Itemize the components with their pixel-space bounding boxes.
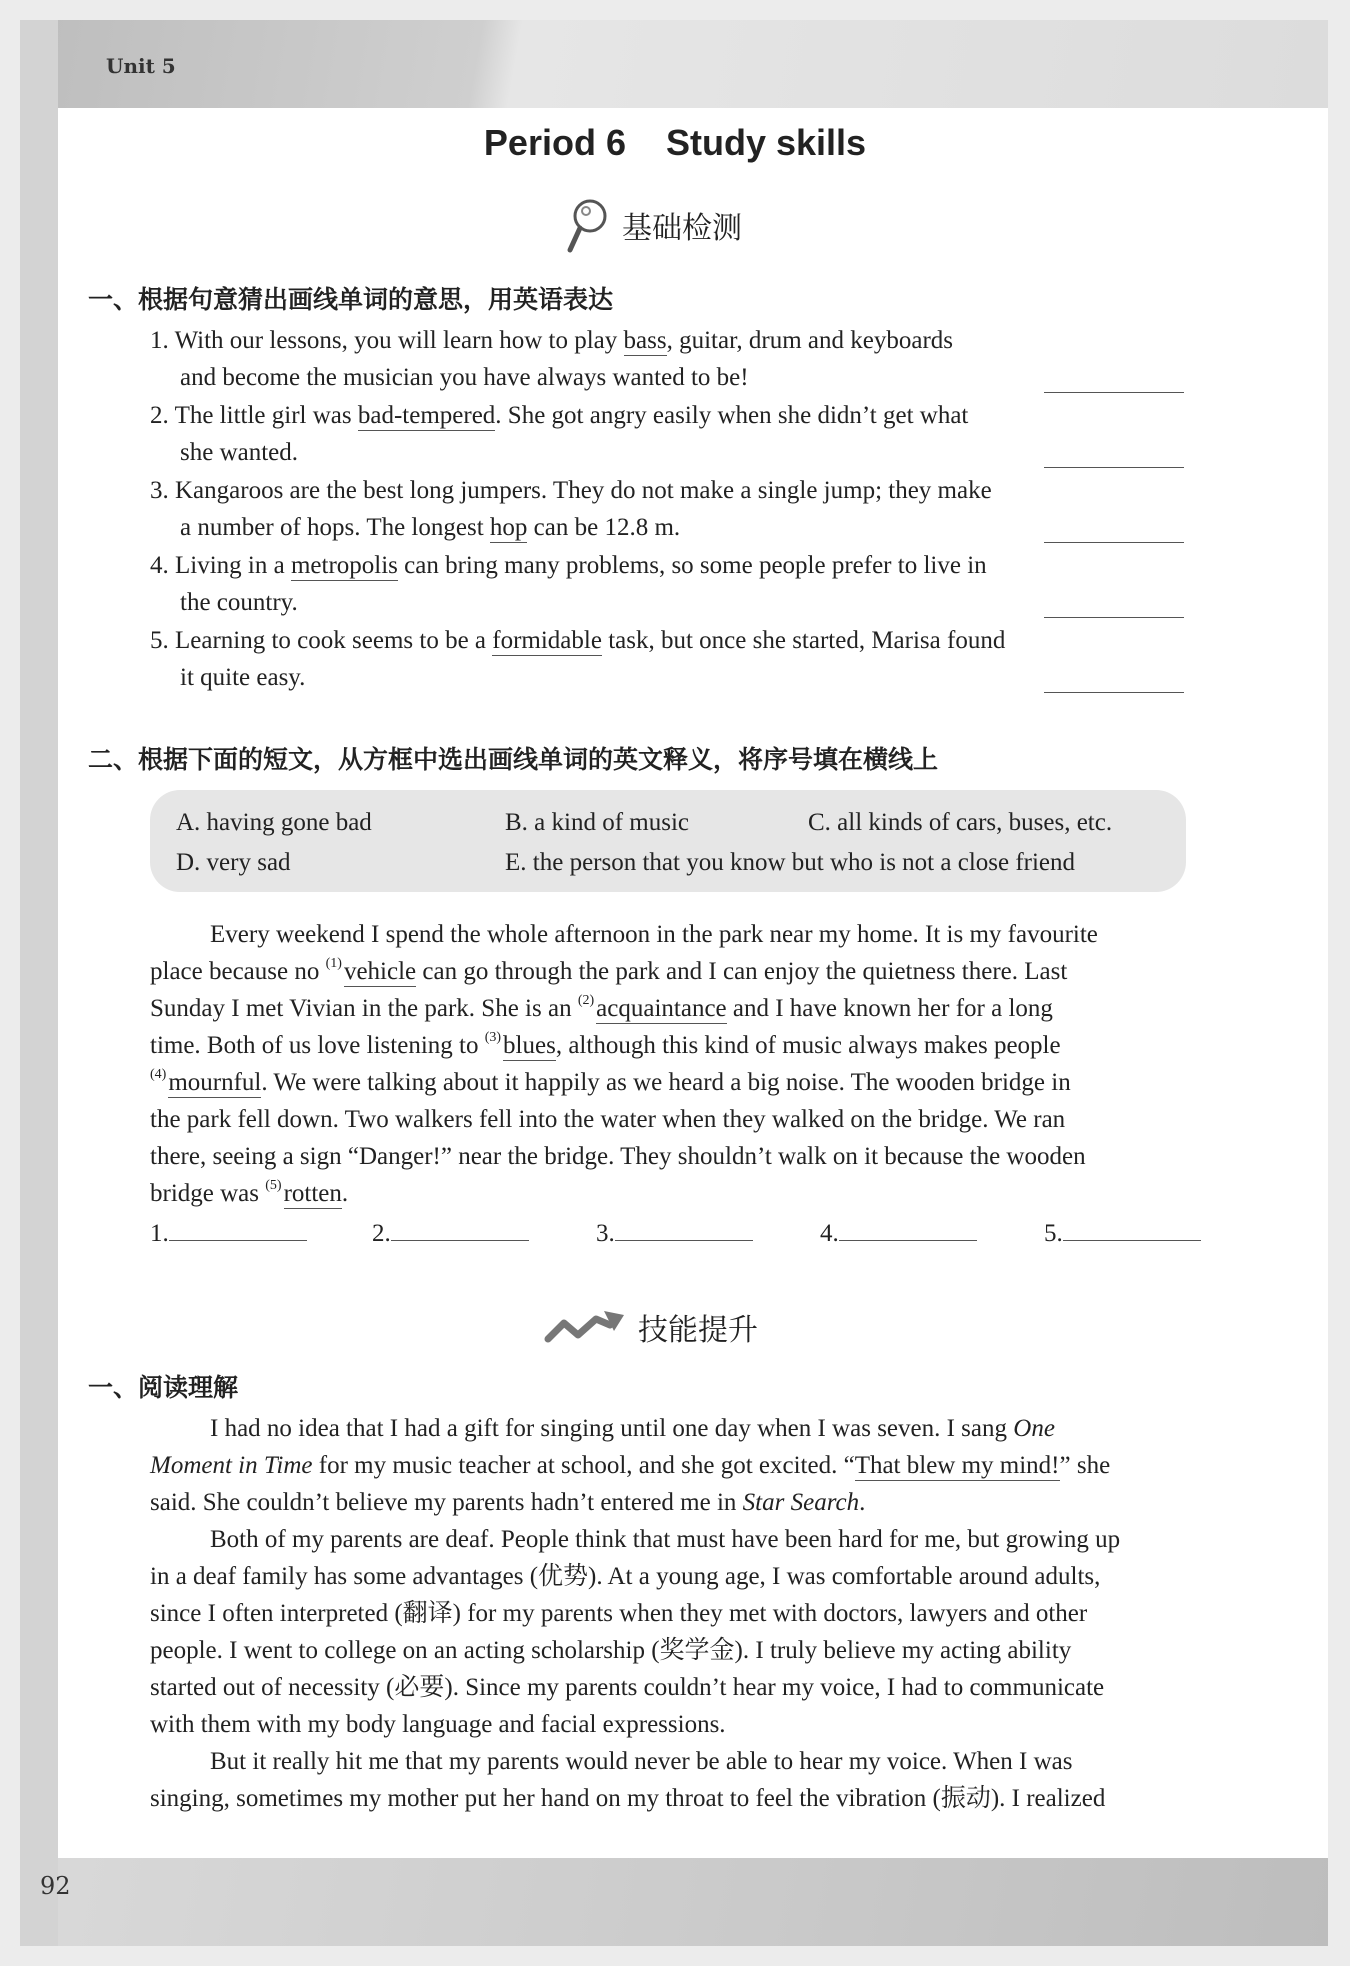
magnifier-icon bbox=[564, 196, 610, 254]
zigzag-arrow-icon bbox=[544, 1307, 626, 1347]
item2-line2: she wanted. bbox=[180, 439, 299, 466]
page-title: Period 6 Study skills bbox=[483, 122, 867, 163]
option-a: A. having gone bad bbox=[176, 809, 372, 836]
underlined-word: formidable bbox=[492, 627, 602, 654]
item1-line1: 1. With our lessons, you will learn how to play bass, guitar, drum and keyboards bbox=[150, 327, 954, 354]
reading-p2-line6: with them with my body language and facial expressions. bbox=[150, 1711, 726, 1738]
left-margin-strip bbox=[20, 20, 58, 1946]
item1-line2: and become the musician you have always wanted to be! bbox=[180, 364, 749, 391]
item5-line2: it quite easy. bbox=[180, 664, 306, 691]
answer-row-item-4: 4. bbox=[820, 1218, 977, 1246]
passage-line5: $^{(4)}$mournful. We were talking about it happily as we heard a big noise. The wooden bridge in bbox=[150, 1067, 1071, 1096]
unit-label: Unit 5 bbox=[106, 54, 176, 78]
reading-p2-line4: people. I went to college on an acting scholarship (奖学金). I truly believe my acting ability bbox=[150, 1637, 1072, 1664]
reading-p1-line1: I had no idea that I had a gift for singing until one day when I was seven. I sang One bbox=[210, 1415, 1055, 1442]
reading-p1-line2: Moment in Time for my music teacher at school, and she got excited. “That blew my mind!” she bbox=[150, 1452, 1111, 1479]
option-c: C. all kinds of cars, buses, etc. bbox=[808, 809, 1113, 836]
answer-blank-4[interactable] bbox=[1044, 617, 1184, 618]
item5-line1: 5. Learning to cook seems to be a formidable task, but once she started, Marisa found bbox=[150, 627, 1006, 654]
answer-blank-2[interactable] bbox=[1044, 467, 1184, 468]
part3-heading: 一、阅读理解 bbox=[88, 1373, 239, 1402]
answer-row-item-1: 1. bbox=[150, 1218, 307, 1246]
item3-line1: 3. Kangaroos are the best long jumpers. They do not make a single jump; they make bbox=[150, 477, 992, 504]
underlined-word: rotten bbox=[283, 1180, 342, 1207]
passage-line8: bridge was $^{(5)}$rotten. bbox=[150, 1178, 349, 1207]
underlined-word: acquaintance bbox=[596, 995, 727, 1022]
passage-line7: there, seeing a sign “Danger!” near the bridge. They shouldn’t walk on it because the wooden bbox=[150, 1143, 1086, 1170]
underlined-word: bass bbox=[623, 327, 667, 354]
answer-blank-3[interactable] bbox=[1044, 542, 1184, 543]
reading-p2-line3: since I often interpreted (翻译) for my parents when they met with doctors, lawyers and other bbox=[150, 1600, 1088, 1627]
reading-p3-line1: But it really hit me that my parents would never be able to hear my voice. When I was bbox=[210, 1748, 1073, 1775]
passage-line6: the park fell down. Two walkers fell into the water when they walked on the bridge. We ran bbox=[150, 1106, 1066, 1133]
passage-line2: place because no $^{(1)}$vehicle can go through the park and I can enjoy the quietness there. Last bbox=[150, 956, 1068, 985]
underlined-word: bad-tempered bbox=[357, 402, 496, 429]
reading-p3-line2: singing, sometimes my mother put her hand on my throat to feel the vibration (振动). I realized bbox=[150, 1785, 1106, 1812]
answer-row-item-2: 2. bbox=[372, 1218, 529, 1246]
answer-blank[interactable] bbox=[839, 1218, 977, 1241]
option-e: E. the person that you know but who is not a close friend bbox=[505, 849, 1076, 876]
underlined-word: vehicle bbox=[343, 958, 417, 985]
underlined-word: hop bbox=[489, 514, 528, 541]
section-skills-label: 技能提升 bbox=[638, 1313, 758, 1348]
underlined-word: metropolis bbox=[290, 552, 398, 579]
answer-blank-1[interactable] bbox=[1044, 392, 1184, 393]
underlined-phrase: That blew my mind! bbox=[854, 1452, 1060, 1479]
passage-line3: Sunday I met Vivian in the park. She is an $^{(2)}$acquaintance and I have known her for a long bbox=[150, 993, 1053, 1022]
answer-row-item-3: 3. bbox=[596, 1218, 753, 1246]
answer-row-item-5: 5. bbox=[1044, 1218, 1201, 1246]
reading-p2-line1: Both of my parents are deaf. People think that must have been hard for me, but growing up bbox=[210, 1526, 1121, 1553]
item2-line1: 2. The little girl was bad-tempered. She got angry easily when she didn’t get what bbox=[150, 402, 969, 429]
section-basic-heading bbox=[564, 196, 742, 254]
reading-p1-line3: said. She couldn’t believe my parents hadn’t entered me in Star Search. bbox=[150, 1489, 866, 1516]
option-d: D. very sad bbox=[176, 849, 291, 876]
item3-line2: a number of hops. The longest hop can be 12.8 m. bbox=[180, 514, 681, 541]
part2-heading: 二、根据下面的短文，从方框中选出画线单词的英文释义，将序号填在横线上 bbox=[88, 745, 939, 774]
underlined-word: mournful bbox=[168, 1069, 262, 1096]
answer-blank-5[interactable] bbox=[1044, 692, 1184, 693]
page-number: 92 bbox=[40, 1872, 71, 1900]
answer-blank[interactable] bbox=[169, 1218, 307, 1241]
option-b: B. a kind of music bbox=[505, 809, 690, 836]
part1-heading: 一、根据句意猜出画线单词的意思，用英语表达 bbox=[88, 285, 614, 314]
reading-p2-line5: started out of necessity (必要). Since my parents couldn’t hear my voice, I had to communicate bbox=[150, 1674, 1105, 1701]
answer-blank[interactable] bbox=[1063, 1218, 1201, 1241]
section-basic-label: 基础检测 bbox=[622, 211, 742, 246]
item4-line2: the country. bbox=[180, 589, 298, 616]
top-band bbox=[20, 20, 1328, 110]
options-box bbox=[150, 790, 1186, 892]
passage-line4: time. Both of us love listening to $^{(3)}$blues, although this kind of music always makes people bbox=[150, 1030, 1061, 1059]
reading-p2-line2: in a deaf family has some advantages (优势). At a young age, I was comfortable around adults, bbox=[150, 1563, 1101, 1590]
section-skills-heading bbox=[544, 1305, 758, 1349]
answer-blank[interactable] bbox=[615, 1218, 753, 1241]
underlined-word: blues bbox=[503, 1032, 556, 1059]
answer-blank[interactable] bbox=[391, 1218, 529, 1241]
item4-line1: 4. Living in a metropolis can bring many problems, so some people prefer to live in bbox=[150, 552, 987, 579]
passage-line1: Every weekend I spend the whole afternoon in the park near my home. It is my favourite bbox=[210, 921, 1098, 948]
bottom-band bbox=[20, 1858, 1328, 1946]
